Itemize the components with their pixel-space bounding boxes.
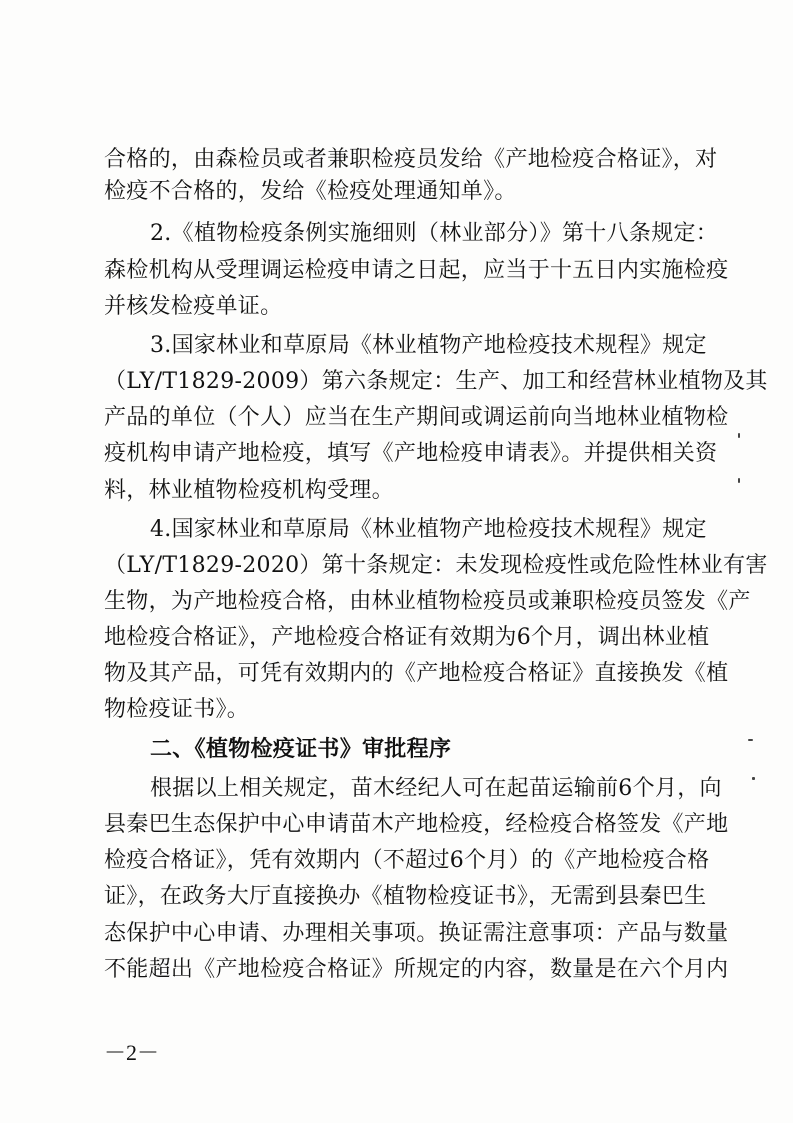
scan-speck bbox=[748, 739, 753, 741]
text-line: 证》，在政务大厅直接换办《植物检疫证书》，无需到县秦巴生 bbox=[104, 884, 707, 909]
scan-speck bbox=[752, 777, 755, 780]
text-line: 合格的，由森检员或者兼职检疫员发给《产地检疫合格证》，对 bbox=[104, 147, 718, 172]
text-line: （LY/T1829-2020）第十条规定：未发现检疫性或危险性林业有害 bbox=[104, 553, 768, 578]
text-line: 3.国家林业和草原局《林业植物产地检疫技术规程》规定 bbox=[150, 333, 707, 358]
text-line: 生物，为产地检疫合格，由林业植物检疫员或兼职检疫员签发《产 bbox=[104, 589, 751, 614]
text-line: 态保护中心申请、办理相关事项。换证需注意事项：产品与数量 bbox=[104, 921, 729, 946]
text-line: 检疫不合格的，发给《检疫处理通知单》。 bbox=[104, 179, 517, 204]
text-line: 疫机构申请产地检疫，填写《产地检疫申请表》。并提供相关资 bbox=[104, 441, 718, 466]
text-line: 物检疫证书》。 bbox=[104, 697, 250, 722]
page-number: －2－ bbox=[104, 1040, 160, 1065]
text-line: 2.《植物检疫条例实施细则（林业部分）》第十八条规定： bbox=[150, 221, 719, 246]
text-line: 料，林业植物检疫机构受理。 bbox=[104, 478, 394, 503]
text-line: 县秦巴生态保护中心申请苗木产地检疫，经检疫合格签发《产地 bbox=[104, 812, 729, 837]
text-line: （LY/T1829-2009）第六条规定：生产、加工和经营林业植物及其 bbox=[104, 369, 768, 394]
scan-speck bbox=[738, 433, 740, 438]
text-line: 根据以上相关规定，苗木经纪人可在起苗运输前6个月，向 bbox=[150, 776, 722, 801]
text-line: 并核发检疫单证。 bbox=[104, 294, 283, 319]
text-line: 物及其产品，可凭有效期内的《产地检疫合格证》直接换发《植 bbox=[104, 661, 729, 686]
text-line: 不能超出《产地检疫合格证》所规定的内容，数量是在六个月内 bbox=[104, 957, 729, 982]
text-line: 森检机构从受理调运检疫申请之日起，应当于十五日内实施检疫 bbox=[104, 258, 729, 283]
text-line: 地检疫合格证》，产地检疫合格证有效期为6个月，调出林业植 bbox=[104, 625, 710, 650]
text-line: 检疫合格证》，凭有效期内（不超过6个月）的《产地检疫合格 bbox=[104, 848, 710, 873]
scan-speck bbox=[738, 478, 740, 483]
section-heading: 二、《植物检疫证书》审批程序 bbox=[150, 737, 452, 762]
text-line: 产品的单位（个人）应当在生产期间或调运前向当地林业植物检 bbox=[104, 405, 729, 430]
text-line: 4.国家林业和草原局《林业植物产地检疫技术规程》规定 bbox=[150, 517, 707, 542]
